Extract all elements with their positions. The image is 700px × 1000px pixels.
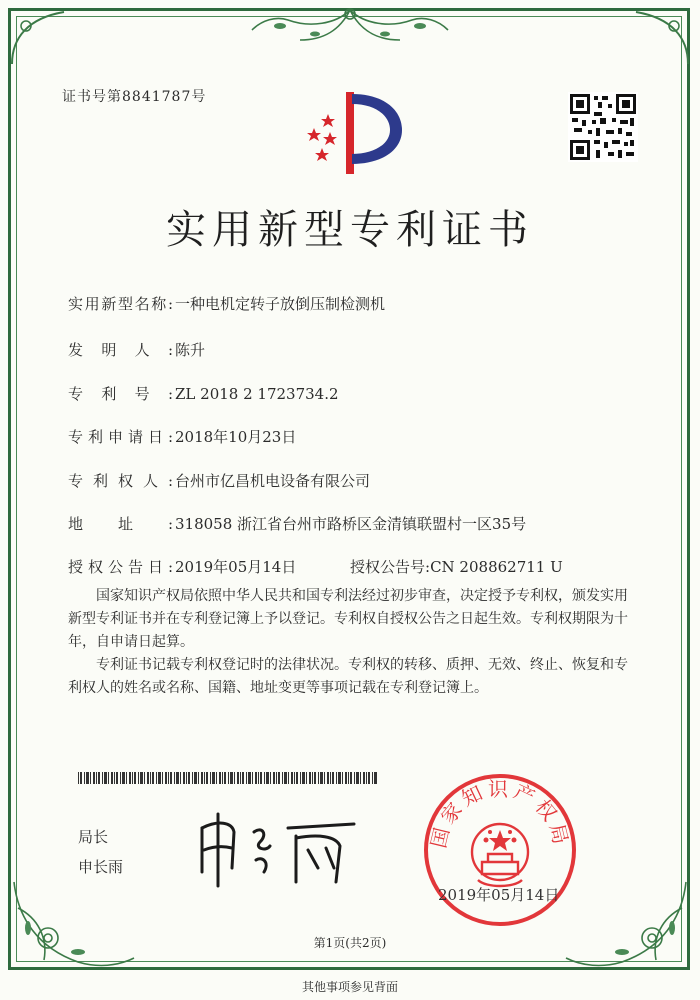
paragraph-legal-status: 专利证书记载专利权登记时的法律状况。专利权的转移、质押、无效、终止、恢复和专利权人的姓名或名称、国籍、地址变更等事项记载在专利登记簿上。 (68, 657, 628, 696)
field-value: ZL 2018 2 1723734.2 (175, 385, 339, 403)
sipo-logo-icon (292, 88, 402, 178)
field-grant-date (68, 556, 296, 577)
certificate-title: 实用新型专利证书 (166, 207, 534, 253)
field-label: 地址: (68, 515, 173, 533)
field-label: 专利权人: (68, 472, 173, 490)
corner-ornament-tl-icon (8, 8, 68, 68)
page-number: 第1页(共2页) (313, 936, 387, 950)
field-value: CN 208862711 U (430, 558, 563, 576)
field-value: 台州市亿昌机电设备有限公司 (175, 472, 371, 490)
seal-emblem-icon (420, 770, 580, 930)
paragraph-grant-statement: 国家知识产权局依照中华人民共和国专利法经过初步审查，决定授予专利权，颁发实用新型专利证书并在专利登记簿上予以登记。专利权自授权公告之日起生效。专利权期限为十年，自申请日起算。 (68, 588, 628, 650)
signature-icon (188, 806, 368, 892)
field-inventor (68, 339, 205, 360)
seal-date: 2019年05月14日 (438, 886, 560, 904)
field-label: 实用新型名称: (68, 295, 173, 313)
certificate-number: 证书号第8841787号 (62, 89, 207, 105)
field-address (68, 513, 526, 534)
director-title: 局长 (78, 828, 109, 846)
field-patentee (68, 470, 370, 491)
field-label: 专利号: (68, 385, 173, 403)
field-application-date (68, 426, 296, 447)
field-label: 发明人: (68, 341, 173, 359)
field-value: 2018年10月23日 (175, 428, 297, 446)
field-label: 授权公告号: (350, 558, 431, 576)
field-grant-number (350, 556, 563, 577)
field-value: 一种电机定转子放倒压制检测机 (175, 295, 386, 313)
field-utility-model-name (68, 293, 385, 314)
qr-code-icon (568, 92, 638, 162)
corner-ornament-br-icon (562, 878, 692, 970)
director-name: 申长雨 (78, 858, 124, 876)
seal-text: 国家知识产权局 (426, 777, 574, 851)
top-ornament-icon (240, 4, 460, 50)
field-value: 陈升 (175, 341, 206, 359)
barcode-icon (78, 772, 378, 784)
field-label: 专利申请日: (68, 428, 173, 446)
field-value: 318058 浙江省台州市路桥区金清镇联盟村一区35号 (175, 515, 527, 533)
field-patent-number (68, 383, 339, 404)
field-value: 2019年05月14日 (175, 558, 297, 576)
field-label: 授权公告日: (68, 558, 173, 576)
back-note: 其他事项参见背面 (301, 980, 398, 994)
corner-ornament-tr-icon (632, 8, 692, 68)
corner-ornament-bl-icon (8, 878, 138, 970)
